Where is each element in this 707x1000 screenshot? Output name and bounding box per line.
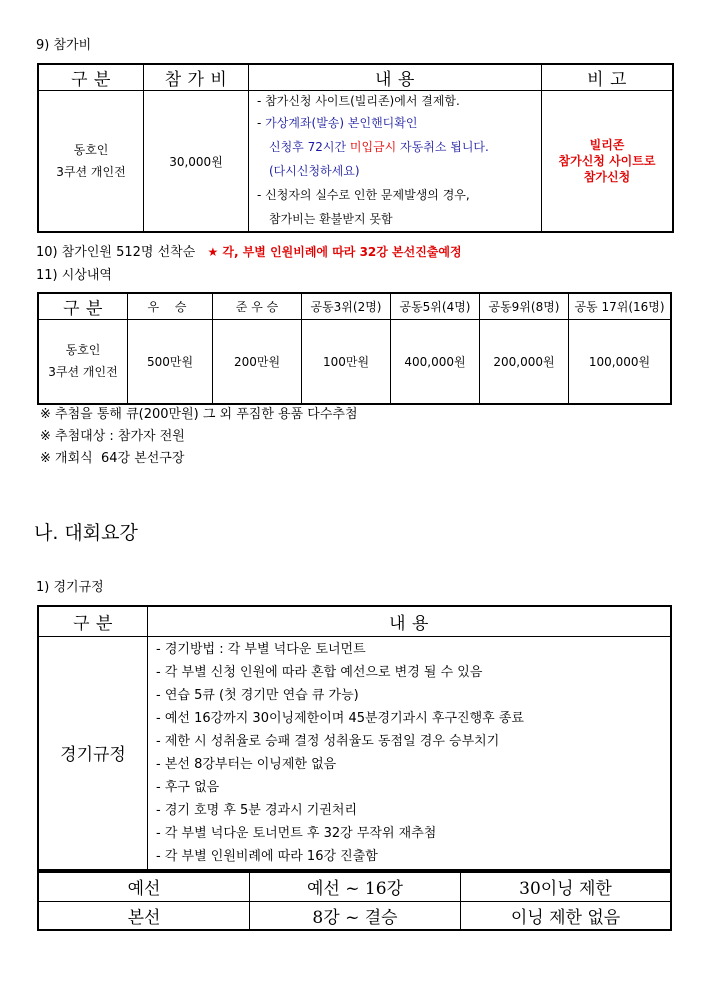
fee-content-auto-cancel: 자동취소 됩니다. [396, 140, 489, 154]
prize-fifth: 400,000원 [391, 320, 480, 404]
rules-item-3: - 연습 5큐 (첫 경기만 연습 큐 가능) [156, 687, 359, 703]
rules-item-5: - 제한 시 성취율로 승패 결정 성취율도 동점일 경우 승부치기 [156, 733, 500, 749]
stage-prelim-range: 예선 ~ 16강 [250, 872, 461, 901]
rules-header-content: 내 용 [148, 606, 672, 636]
prize-header-category: 구 분 [38, 293, 128, 320]
prize-ninth: 200,000원 [480, 320, 569, 404]
participants-text: 10) 참가인원 512명 선착순 [36, 245, 196, 260]
section-10 [36, 241, 462, 260]
prize-table [37, 292, 672, 405]
fee-content-line1: - 참가신청 사이트(빌리존)에서 결제함. [257, 94, 460, 108]
prize-category [38, 320, 128, 404]
prize-seventeenth: 100,000원 [569, 320, 672, 404]
stage-prelim-limit: 30이닝 제한 [461, 872, 672, 901]
prize-winner: 500만원 [128, 320, 213, 404]
section-9-title: 9) 참가비 [36, 38, 92, 53]
fee-table [37, 63, 674, 233]
fee-header-content: 내 용 [249, 64, 542, 91]
rules-stage-table [37, 871, 672, 931]
rules-category: 경기규정 [38, 636, 148, 870]
prize-notes [40, 404, 358, 470]
fee-category-line2: 3쿠션 개인전 [56, 165, 126, 179]
fee-note-line3: 참가신청 [583, 170, 631, 184]
fee-header-note: 비 고 [542, 64, 674, 91]
rules-title: 1) 경기규정 [36, 580, 104, 595]
rules-content [148, 636, 672, 870]
prize-third: 100만원 [302, 320, 391, 404]
prize-category-line1: 동호인 [65, 343, 101, 358]
fee-header-fee: 참 가 비 [144, 64, 249, 91]
prize-note-1: ※ 추첨을 통해 큐(200만원) 그 외 푸짐한 용품 다수추첨 [40, 407, 358, 422]
fee-category-line1: 동호인 [73, 143, 109, 157]
rules-item-4: - 예선 16강까지 30이닝제한이며 45분경기과시 후구진행후 종료 [156, 710, 524, 726]
participants-star-note: ★ 각, 부별 인원비례에 따라 32강 본선진출예정 [207, 245, 462, 259]
fee-content-line5: - 신청자의 실수로 인한 문제발생의 경우, [257, 188, 470, 202]
rules-item-7: - 후구 없음 [156, 779, 220, 795]
fee-header-category: 구 분 [38, 64, 144, 91]
rules-item-1: - 경기방법 : 각 부별 넉다운 토너먼트 [156, 641, 366, 657]
stage-main-name: 본선 [38, 901, 250, 930]
prize-runner-up: 200만원 [213, 320, 302, 404]
section-11-title: 11) 시상내역 [36, 268, 112, 283]
prize-note-2: ※ 추첨대상 : 참가자 전원 [40, 429, 185, 444]
prize-header-seventeenth: 공동 17위(16명) [569, 293, 672, 320]
prize-header-runner-up: 준 우 승 [213, 293, 302, 320]
fee-content-after-apply: 신청후 72시간 [269, 140, 350, 154]
rules-header-category: 구 분 [38, 606, 148, 636]
rules-item-9: - 각 부별 넉다운 토너먼트 후 32강 무작위 재추첨 [156, 825, 437, 841]
rules-table [37, 605, 672, 871]
stage-prelim-name: 예선 [38, 872, 250, 901]
fee-category [38, 91, 144, 233]
fee-note-line2: 참가신청 사이트로 [558, 154, 656, 168]
fee-note-line1: 빌리존 [589, 138, 625, 152]
prize-category-line2: 3쿠션 개인전 [48, 365, 118, 380]
rules-item-2: - 각 부별 신청 인원에 따라 혼합 예선으로 변경 될 수 있음 [156, 664, 483, 680]
fee-content-line3 [257, 135, 541, 159]
prize-header-ninth: 공동9위(8명) [480, 293, 569, 320]
fee-content-virtual-account: 가상계좌(발송) 본인핸디확인 [265, 116, 418, 130]
section-na-title: 나. 대회요강 [34, 522, 138, 544]
fee-content [249, 91, 542, 233]
rules-item-8: - 경기 호명 후 5분 경과시 기권처리 [156, 802, 358, 818]
fee-content-line2 [257, 111, 541, 135]
stage-main-range: 8강 ~ 결승 [250, 901, 461, 930]
prize-note-3: ※ 개회식 64강 본선구장 [40, 451, 185, 466]
fee-content-dash: - [257, 116, 266, 130]
prize-header-winner: 우 승 [128, 293, 213, 320]
prize-header-third: 공동3위(2명) [302, 293, 391, 320]
rules-item-10: - 각 부별 인원비례에 따라 16강 진출함 [156, 848, 378, 864]
fee-note [542, 91, 674, 233]
fee-content-line6: 참가비는 환불받지 못함 [269, 212, 393, 226]
fee-content-unpaid: 미입금시 [349, 140, 397, 154]
prize-header-fifth: 공동5위(4명) [391, 293, 480, 320]
stage-main-limit: 이닝 제한 없음 [461, 901, 672, 930]
fee-amount: 30,000원 [144, 91, 249, 233]
rules-item-6: - 본선 8강부터는 이닝제한 없음 [156, 756, 337, 772]
fee-content-reapply: (다시신청하세요) [269, 164, 360, 178]
